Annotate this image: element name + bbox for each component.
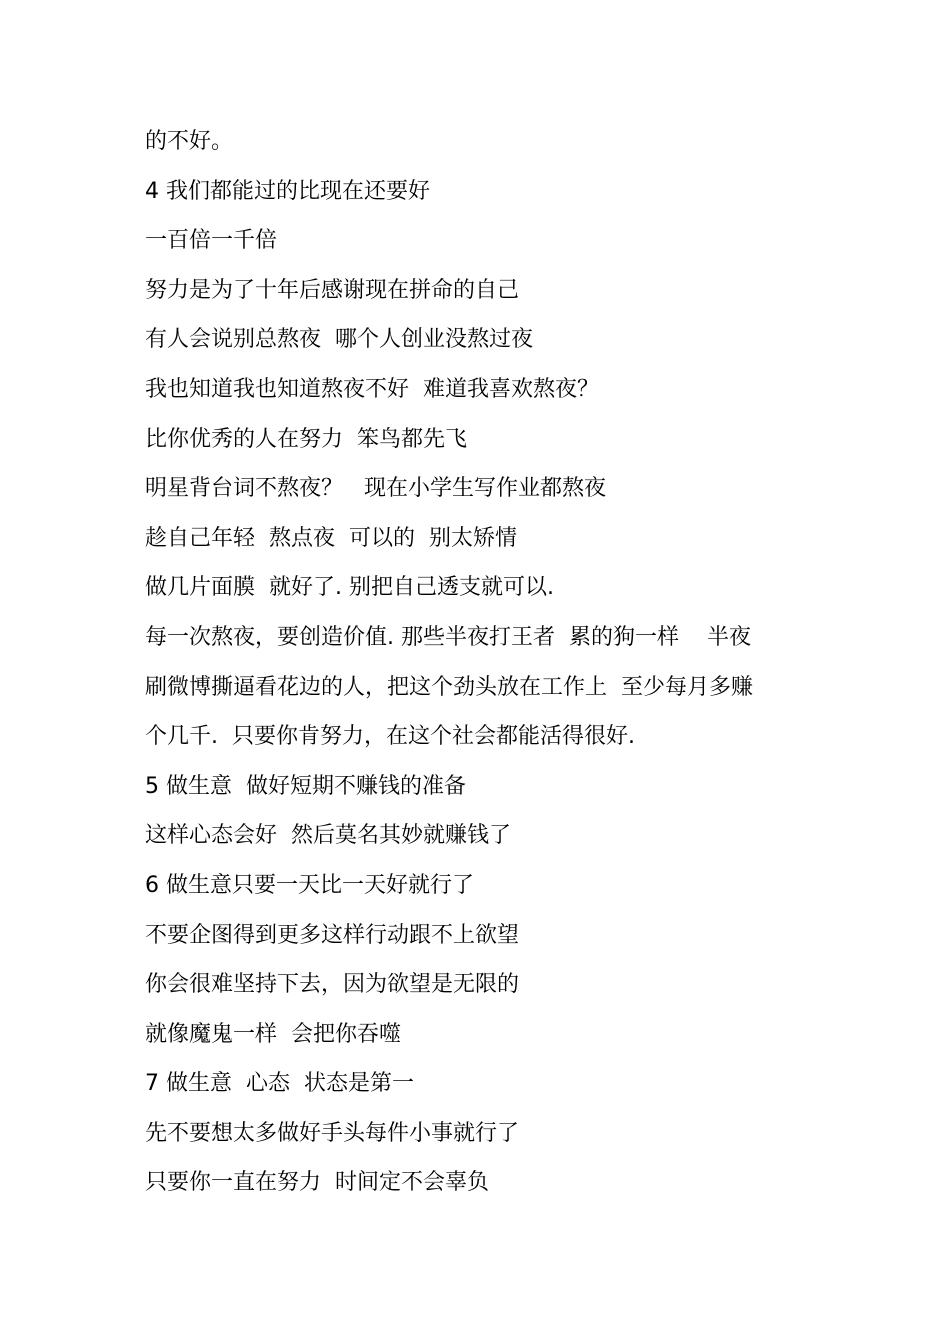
text-line: 这样心态会好 然后莫名其妙就赚钱了 (145, 823, 511, 849)
text-line: 就像魔鬼一样 会把你吞噬 (145, 1021, 401, 1047)
text-line: 刷微博撕逼看花边的人，把这个劲头放在工作上 至少每月多赚 (145, 674, 753, 700)
text-line: 每一次熬夜，要创造价值. 那些半夜打王者 累的狗一样 半夜 (145, 624, 751, 650)
text-line: 先不要想太多做好手头每件小事就行了 (145, 1120, 520, 1146)
text-line: 做几片面膜 就好了. 别把自己透支就可以. (145, 575, 554, 601)
text-line: 4 我们都能过的比现在还要好 (145, 178, 430, 204)
text-line: 一百倍一千倍 (145, 228, 278, 254)
text-line: 明星背台词不熬夜？ 现在小学生写作业都熬夜 (145, 476, 606, 502)
text-line: 的不好。 (145, 129, 234, 154)
text-line: 个几千. 只要你肯努力，在这个社会都能活得很好. (145, 724, 635, 750)
text-line: 5 做生意 做好短期不赚钱的准备 (145, 773, 466, 799)
text-line: 你会很难坚持下去，因为欲望是无限的 (145, 972, 520, 998)
text-line: 6 做生意只要一天比一天好就行了 (145, 872, 474, 898)
text-line: 比你优秀的人在努力 笨鸟都先飞 (145, 426, 467, 452)
text-line: 7 做生意 心态 状态是第一 (145, 1071, 414, 1097)
text-line: 不要企图得到更多这样行动跟不上欲望 (145, 922, 520, 948)
document-body (145, 117, 825, 1208)
text-line: 趁自己年轻 熬点夜 可以的 别太矫情 (145, 525, 517, 551)
text-line: 只要你一直在努力 时间定不会辜负 (145, 1170, 489, 1196)
text-line: 有人会说别总熬夜 哪个人创业没熬过夜 (145, 327, 533, 353)
text-line: 努力是为了十年后感谢现在拼命的自己 (145, 277, 520, 303)
text-line: 我也知道我也知道熬夜不好 难道我喜欢熬夜？ (145, 376, 599, 402)
